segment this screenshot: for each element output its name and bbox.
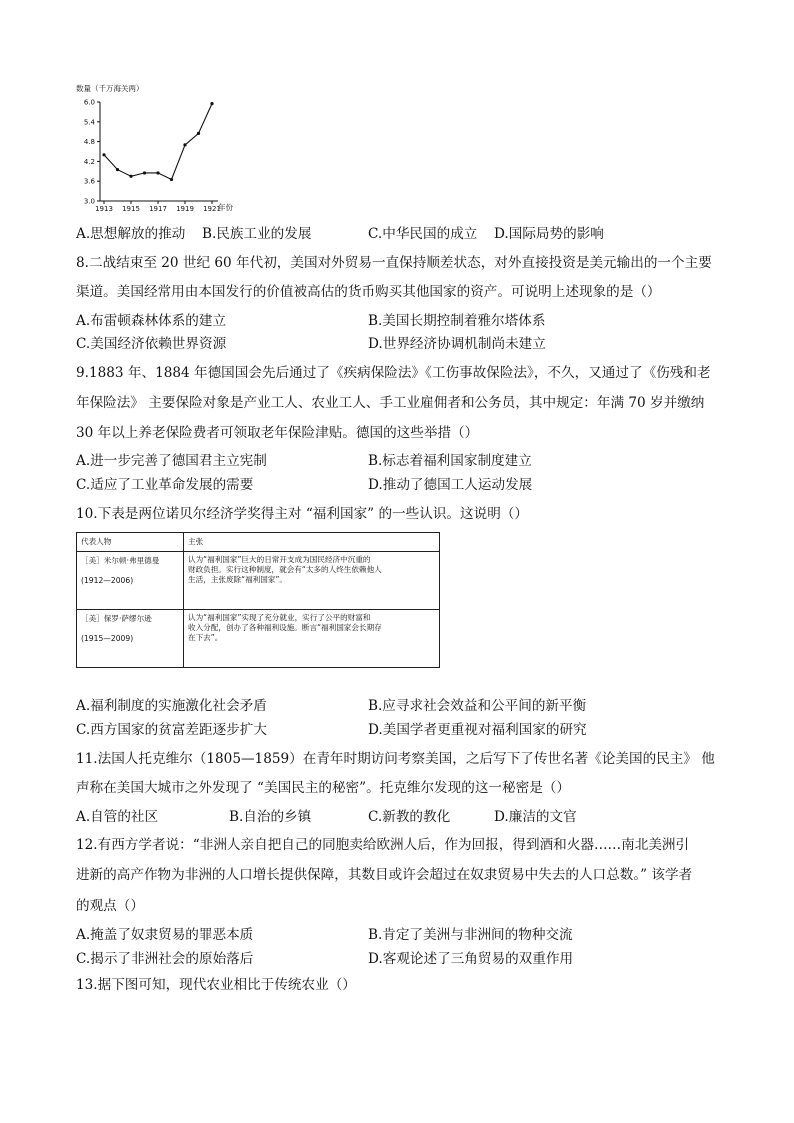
person-dates: (1915—2009) [81,634,134,643]
table-header-row [77,533,440,552]
view-line: 认为“福利国家”实现了充分就业，实行了公平的财富和 [188,613,371,622]
q10-option-a[interactable]: A.福利制度的实施激化社会矛盾 [76,698,267,714]
line-chart [72,80,272,220]
y-tick-label: 4.2 [83,157,95,166]
q8-option-d[interactable]: D.世界经济协调机制尚未建立 [368,336,546,352]
q11-option-d[interactable]: D.廉洁的文官 [494,809,577,825]
q8-stem-line-1: 8.二战结束至 20 世纪 60 年代初，美国对外贸易一直保持顺差状态，对外直接投资是美元输出的一个主要 [76,255,712,271]
y-tick-label: 3.0 [83,197,95,206]
table-row [77,552,440,610]
q9-stem-line-3: 30 年以上养老保险费者可领取老年保险津贴。德国的这些举措（） [76,425,479,441]
q11-option-c[interactable]: C.新教的教化 [368,809,451,825]
data-point [197,132,200,135]
q10-option-b[interactable]: B.应寻求社会效益和公平间的新平衡 [368,698,587,714]
table-cell-view [184,610,440,668]
data-point [183,143,186,146]
q7-option-b[interactable]: B.民族工业的发展 [202,226,312,242]
x-tick-label: 1913 [95,205,113,213]
q12-stem-line-1: 12.有西方学者说：“非洲人亲自把自己的同胞卖给欧洲人后，作为回报，得到酒和火器……南北美洲引 [76,837,690,853]
x-tick-label: 1921 [203,205,221,213]
chart-y-axis-label: 数量（千万海关两） [76,84,144,93]
view-line: 收入分配，创办了各种福利设施。断言“福利国家会长期存 [188,623,382,632]
view-line: 生活，主张废除“福利国家”。 [188,575,287,584]
q11-stem-line-1: 11.法国人托克维尔（1805—1859）在青年时期访问考察美国，之后写下了传世名著《论美国的民主》 他 [76,751,715,767]
view-line: 财政负担。实行这种制度，就会有“太多的人终生依赖他人 [188,565,382,574]
q12-option-d[interactable]: D.客观论述了三角贸易的双重作用 [368,951,574,967]
y-tick-label: 6.0 [83,98,95,107]
q11-option-a[interactable]: A.自管的社区 [76,809,159,825]
q8-stem-line-2: 渠道。美国经常用由本国发行的价值被高估的货币购买其他国家的资产。可说明上述现象的是（） [76,284,661,300]
table-header-person: 代表人物 [77,533,184,552]
q11-option-b[interactable]: B.自治的乡镇 [229,809,312,825]
data-point [143,171,146,174]
view-line: 在下去”。 [188,633,223,642]
table-cell-person [77,552,184,610]
data-point [116,168,119,171]
q9-option-d[interactable]: D.推动了德国工人运动发展 [368,477,533,493]
q9-option-a[interactable]: A.进一步完善了德国君主立宪制 [76,453,267,469]
person-name: ［美］保罗·萨缪尔逊 [81,614,152,623]
series-line [104,104,212,180]
q9-stem-line-1: 9.1883 年、1884 年德国国会先后通过了《疾病保险法》《工伤事故保险法》，不久，又通过了《伤残和老 [76,365,711,381]
person-name: ［美］米尔顿·弗里德曼 [81,556,160,565]
q7-option-c[interactable]: C.中华民国的成立 [368,226,478,242]
chart-x-axis-label: 年份 [218,203,233,212]
data-point [210,102,213,105]
economists-table [76,532,440,668]
q9-option-c[interactable]: C.适应了工业革命发展的需要 [76,477,254,493]
q7-option-a[interactable]: A.思想解放的推动 [76,226,186,242]
x-tick-label: 1917 [149,205,167,213]
y-tick-label: 5.4 [83,118,95,127]
q12-option-b[interactable]: B.肯定了美洲与非洲间的物种交流 [368,927,573,943]
table-header-view: 主张 [184,533,440,552]
q10-option-c[interactable]: C.西方国家的贫富差距逐步扩大 [76,722,267,738]
q12-option-a[interactable]: A.掩盖了奴隶贸易的罪恶本质 [76,927,254,943]
x-tick-label: 1915 [122,205,140,213]
data-point [102,153,105,156]
data-point [129,175,132,178]
q12-option-c[interactable]: C.揭示了非洲社会的原始落后 [76,951,254,967]
data-point [170,178,173,181]
q8-option-c[interactable]: C.美国经济依赖世界资源 [76,336,227,352]
q8-option-b[interactable]: B.美国长期控制着雅尔塔体系 [368,313,546,329]
y-tick-label: 4.8 [83,138,95,147]
person-dates: (1912—2006) [81,576,134,585]
q12-stem-line-2: 进新的高产作物为非洲的人口增长提供保障，其数目或许会超过在奴隶贸易中失去的人口总数。” 该学者 [76,867,693,883]
q10-stem-line-1: 10.下表是两位诺贝尔经济学奖得主对 “福利国家” 的一些认识。这说明（） [76,506,528,522]
data-point [156,171,159,174]
x-tick-label: 1919 [176,205,194,213]
q9-option-b[interactable]: B.标志着福利国家制度建立 [368,453,532,469]
y-tick-label: 3.6 [83,177,95,186]
q11-stem-line-2: 声称在美国大城市之外发现了 “美国民主的秘密”。托克维尔发现的这一秘密是（） [76,780,570,796]
q8-option-a[interactable]: A.布雷顿森林体系的建立 [76,313,227,329]
view-line: 认为“福利国家”巨大的日常开支成为国民经济中沉重的 [188,555,371,564]
q9-stem-line-2: 年保险法》 主要保险对象是产业工人、农业工人、手工业雇佣者和公务员，其中规定：年满 70 岁并缴纳 [76,395,705,411]
q7-option-d[interactable]: D.国际局势的影响 [494,226,604,242]
table-cell-view [184,552,440,610]
table-row [77,610,440,668]
q12-stem-line-3: 的观点（） [76,898,144,914]
table-cell-person [77,610,184,668]
q10-option-d[interactable]: D.美国学者更重视对福利国家的研究 [368,722,587,738]
q13-stem-line-1: 13.据下图可知，现代农业相比于传统农业（） [76,977,356,993]
